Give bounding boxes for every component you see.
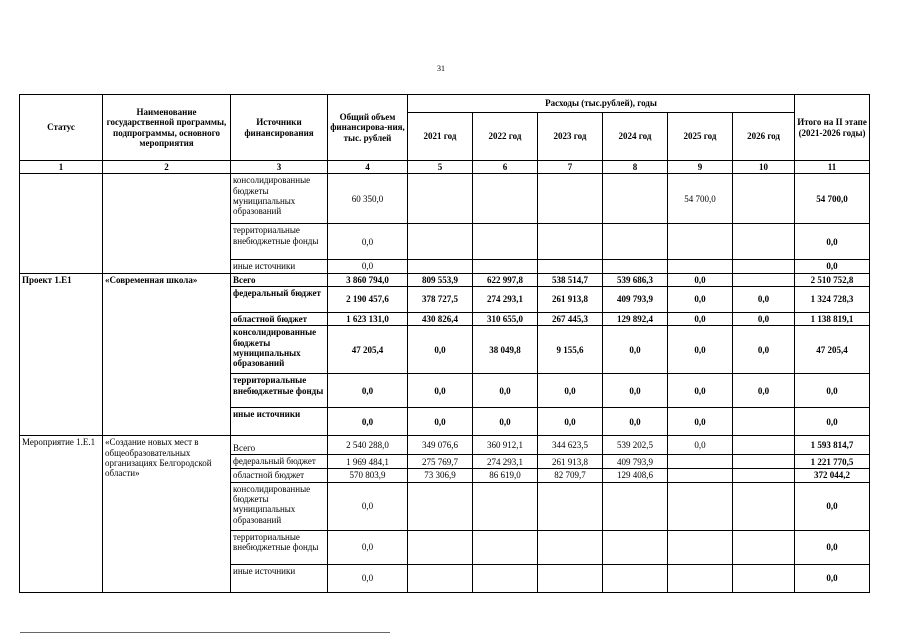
year-value-cell [733,224,795,260]
column-number: 4 [328,161,408,174]
column-number: 7 [538,161,603,174]
column-number: 10 [733,161,795,174]
table-row [20,436,870,455]
year-value-cell [473,260,538,273]
header-year: 2021 год [408,113,473,161]
year-value-cell [733,174,795,224]
itog-cell: 47 205,4 [795,326,870,374]
year-value-cell: 538 514,7 [538,273,603,286]
table-body [20,174,870,592]
header-sources: Источники финансирования [231,95,328,161]
year-value-cell: 0,0 [408,374,473,408]
year-value-cell: 0,0 [668,374,733,408]
year-value-cell [733,455,795,469]
year-value-cell [733,482,795,530]
source-cell: областной бюджет [231,469,328,482]
year-value-cell [408,482,473,530]
year-value-cell: 86 619,0 [473,469,538,482]
year-value-cell [668,482,733,530]
itog-cell: 0,0 [795,260,870,273]
source-cell: территориальные внебюджетные фонды [231,224,328,260]
header-year: 2025 год [668,113,733,161]
year-value-cell: 267 445,3 [538,313,603,326]
year-value-cell [473,224,538,260]
column-number: 1 [20,161,103,174]
year-value-cell [473,530,538,564]
year-value-cell [538,260,603,273]
scan-edge-line [20,632,390,633]
year-value-cell [408,224,473,260]
year-value-cell: 539 202,5 [603,436,668,455]
column-number: 9 [668,161,733,174]
year-value-cell: 9 155,6 [538,326,603,374]
total-volume-cell: 0,0 [328,564,408,592]
source-cell: консолидированные бюджеты муниципальных образований [231,326,328,374]
year-value-cell: 261 913,8 [538,287,603,313]
year-value-cell: 0,0 [668,313,733,326]
header-year: 2022 год [473,113,538,161]
source-cell: иные источники [231,564,328,592]
source-cell: федеральный бюджет [231,287,328,313]
year-value-cell: 261 913,8 [538,455,603,469]
year-value-cell: 310 655,0 [473,313,538,326]
header-itog: Итого на II этапе (2021-2026 годы) [795,95,870,161]
year-value-cell [408,530,473,564]
source-cell: иные источники [231,260,328,273]
total-volume-cell: 0,0 [328,408,408,436]
year-value-cell: 409 793,9 [603,455,668,469]
itog-cell: 0,0 [795,374,870,408]
column-number: 5 [408,161,473,174]
header-year: 2026 год [733,113,795,161]
year-value-cell: 0,0 [603,326,668,374]
header-name: Наименование государственной программы, подпрограммы, основного мероприятия [103,95,231,161]
year-value-cell [668,530,733,564]
total-volume-cell: 2 190 457,6 [328,287,408,313]
total-volume-cell: 0,0 [328,530,408,564]
status-cell [20,174,103,273]
year-value-cell: 0,0 [668,273,733,286]
page-number: 31 [437,64,445,73]
source-cell: консолидированные бюджеты муниципальных образований [231,482,328,530]
total-volume-cell: 0,0 [328,224,408,260]
year-value-cell [668,260,733,273]
year-value-cell [733,564,795,592]
itog-cell: 1 324 728,3 [795,287,870,313]
total-volume-cell: 0,0 [328,260,408,273]
year-value-cell [603,482,668,530]
year-value-cell [603,564,668,592]
total-volume-cell: 1 969 484,1 [328,455,408,469]
year-value-cell: 0,0 [733,313,795,326]
header-status: Статус [20,95,103,161]
year-value-cell: 344 623,5 [538,436,603,455]
year-value-cell: 0,0 [538,374,603,408]
year-value-cell [603,174,668,224]
year-value-cell [668,564,733,592]
source-cell: консолидированные бюджеты муниципальных образований [231,174,328,224]
name-cell: «Создание новых мест в общеобразовательных организациях Белгородской области» [103,436,231,592]
year-value-cell [473,482,538,530]
year-value-cell [408,564,473,592]
year-value-cell: 73 306,9 [408,469,473,482]
total-volume-cell: 0,0 [328,482,408,530]
name-cell [103,174,231,273]
source-cell: территориальные внебюджетные фонды [231,530,328,564]
year-value-cell [733,408,795,436]
total-volume-cell: 0,0 [328,374,408,408]
year-value-cell: 0,0 [473,408,538,436]
year-value-cell: 0,0 [668,287,733,313]
itog-cell: 1 138 819,1 [795,313,870,326]
itog-cell: 0,0 [795,408,870,436]
year-value-cell [733,273,795,286]
total-volume-cell: 2 540 288,0 [328,436,408,455]
year-value-cell: 0,0 [668,326,733,374]
year-value-cell: 129 408,6 [603,469,668,482]
year-value-cell: 409 793,9 [603,287,668,313]
header-expenses: Расходы (тыс.рублей), годы [408,95,795,113]
source-cell: федеральный бюджет [231,455,328,469]
total-volume-cell: 60 350,0 [328,174,408,224]
total-volume-cell: 1 623 131,0 [328,313,408,326]
year-value-cell: 54 700,0 [668,174,733,224]
source-cell: Всего [231,273,328,286]
itog-cell: 1 221 770,5 [795,455,870,469]
year-value-cell [408,174,473,224]
header-year: 2024 год [603,113,668,161]
year-value-cell: 0,0 [603,408,668,436]
year-value-cell: 275 769,7 [408,455,473,469]
table-row [20,273,870,286]
itog-cell: 0,0 [795,224,870,260]
year-value-cell: 0,0 [733,287,795,313]
column-number: 3 [231,161,328,174]
year-value-cell [473,564,538,592]
column-number: 6 [473,161,538,174]
year-value-cell: 0,0 [408,326,473,374]
header-year: 2023 год [538,113,603,161]
year-value-cell [473,174,538,224]
year-value-cell: 0,0 [733,374,795,408]
year-value-cell [603,224,668,260]
year-value-cell: 129 892,4 [603,313,668,326]
year-value-cell: 0,0 [733,326,795,374]
year-value-cell: 274 293,1 [473,455,538,469]
year-value-cell [538,482,603,530]
year-value-cell [603,530,668,564]
year-value-cell: 0,0 [473,374,538,408]
year-value-cell: 38 049,8 [473,326,538,374]
year-value-cell: 0,0 [668,408,733,436]
year-value-cell [538,224,603,260]
column-number: 11 [795,161,870,174]
header-total-volume: Общий объем финансирова-ния, тыс. рублей [328,95,408,161]
year-value-cell: 0,0 [538,408,603,436]
year-value-cell [538,564,603,592]
column-number-row [20,161,870,174]
year-value-cell [733,530,795,564]
year-value-cell: 622 997,8 [473,273,538,286]
year-value-cell: 378 727,5 [408,287,473,313]
year-value-cell [538,174,603,224]
year-value-cell [733,436,795,455]
table-header [20,95,870,174]
status-cell: Проект 1.Е1 [20,273,103,436]
year-value-cell [668,224,733,260]
itog-cell: 54 700,0 [795,174,870,224]
name-cell: «Современная школа» [103,273,231,436]
itog-cell: 372 044,2 [795,469,870,482]
year-value-cell [668,469,733,482]
itog-cell: 0,0 [795,482,870,530]
year-value-cell [668,455,733,469]
year-value-cell: 0,0 [668,436,733,455]
year-value-cell: 809 553,9 [408,273,473,286]
total-volume-cell: 3 860 794,0 [328,273,408,286]
year-value-cell: 274 293,1 [473,287,538,313]
year-value-cell: 360 912,1 [473,436,538,455]
column-number: 8 [603,161,668,174]
year-value-cell: 539 686,3 [603,273,668,286]
year-value-cell [408,260,473,273]
source-cell: Всего [231,436,328,455]
year-value-cell: 82 709,7 [538,469,603,482]
itog-cell: 0,0 [795,564,870,592]
source-cell: областной бюджет [231,313,328,326]
year-value-cell: 349 076,6 [408,436,473,455]
year-value-cell [733,260,795,273]
year-value-cell: 430 826,4 [408,313,473,326]
year-value-cell [538,530,603,564]
status-cell: Мероприятие 1.Е.1 [20,436,103,592]
total-volume-cell: 570 803,9 [328,469,408,482]
year-value-cell [733,469,795,482]
source-cell: иные источники [231,408,328,436]
column-number: 2 [103,161,231,174]
year-value-cell [603,260,668,273]
itog-cell: 0,0 [795,530,870,564]
table-row [20,174,870,224]
budget-table [19,94,870,593]
year-value-cell: 0,0 [603,374,668,408]
total-volume-cell: 47 205,4 [328,326,408,374]
itog-cell: 1 593 814,7 [795,436,870,455]
itog-cell: 2 510 752,8 [795,273,870,286]
year-value-cell: 0,0 [408,408,473,436]
source-cell: территориальные внебюджетные фонды [231,374,328,408]
